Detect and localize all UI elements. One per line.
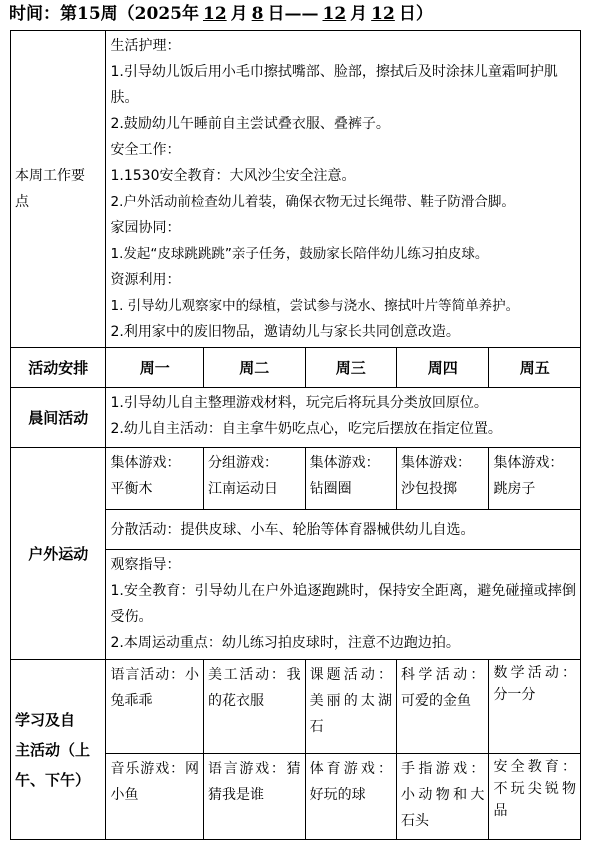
outdoor-game-mon: [106, 448, 204, 510]
learning-label-line: 学习及自: [15, 710, 76, 729]
focus-line: 1.引导幼儿饭后用小毛巾擦拭嘴部、脸部，擦拭后及时涂抹儿童霜呵护肌肤。: [110, 64, 558, 106]
focus-line: 2.利用家中的废旧物品，邀请幼儿与家长共同创意改造。: [110, 324, 460, 340]
weekly-plan-table: [10, 30, 581, 840]
title-prefix: 时间：第15周（2025年: [9, 4, 199, 24]
game-name: 沙包投掷: [401, 481, 457, 497]
month-label: 月: [230, 4, 248, 24]
game-type: 集体游戏：: [309, 455, 380, 471]
focus-line: 安全工作：: [110, 142, 181, 158]
learning-mon-1: 语言活动：小兔乖乖: [106, 660, 204, 754]
learning-tue-1: 美工活动：我的花衣服: [204, 660, 306, 754]
game-name: 平衡木: [110, 481, 153, 497]
end-month: 12: [322, 4, 347, 24]
end-day: 12: [371, 4, 395, 24]
month-label: 月: [350, 4, 368, 24]
outdoor-game-wed: [305, 448, 396, 510]
learning-label: [11, 660, 106, 840]
day-monday: 周一: [106, 348, 204, 388]
outdoor-observe: [106, 550, 581, 660]
focus-line: 家园协同：: [110, 220, 181, 236]
morning-content: [106, 388, 581, 448]
learning-thu-1: 科学活动：可爱的金鱼: [397, 660, 489, 754]
game-name: 江南运动日: [208, 481, 278, 497]
focus-line: 生活护理：: [110, 38, 181, 54]
game-type: 集体游戏：: [401, 455, 471, 471]
date-dash: 日——: [267, 4, 319, 24]
outdoor-scattered: [106, 510, 581, 550]
focus-line: 资源利用：: [110, 272, 181, 288]
page-title: [9, 3, 433, 25]
game-type: 集体游戏：: [493, 455, 564, 471]
day-thursday: 周四: [397, 348, 489, 388]
learning-thu-2: 手指游戏：小动物和大石头: [397, 754, 489, 840]
learning-label-line: 午、下午）: [15, 770, 91, 789]
focus-line: 2.鼓励幼儿午睡前自主尝试叠衣服、叠裤子。: [110, 116, 390, 132]
day-friday: 周五: [489, 348, 581, 388]
start-day: 8: [251, 4, 264, 24]
schedule-header-row: [11, 348, 581, 388]
morning-label: 晨间活动: [11, 388, 106, 448]
learning-fri-2: 安全教育：不玩尖锐物品: [489, 754, 581, 840]
outdoor-game-thu: [397, 448, 489, 510]
observe-line: 2.本周运动重点：幼儿练习拍皮球时，注意不边跑边拍。: [110, 635, 460, 651]
outdoor-game-tue: [204, 448, 306, 510]
day-tuesday: 周二: [204, 348, 306, 388]
start-month: 12: [202, 4, 227, 24]
game-name: 钻圈圈: [309, 481, 352, 497]
focus-label-text: 本周工作要点: [15, 168, 85, 210]
game-name: 跳房子: [493, 481, 536, 497]
observe-line: 1.安全教育：引导幼儿在户外追逐跑跳时，保持安全距离，避免碰撞或摔倒受伤。: [110, 583, 576, 625]
focus-content: [106, 31, 581, 348]
focus-row: [11, 31, 581, 348]
title-suffix: 日）: [398, 4, 433, 24]
learning-wed-2: 体育游戏：好玩的球: [305, 754, 396, 840]
game-type: 集体游戏：: [110, 455, 181, 471]
game-type: 分组游戏：: [208, 455, 278, 471]
morning-row: [11, 388, 581, 448]
focus-line: 1. 引导幼儿观察家中的绿植，尝试参与浇水、擦拭叶片等简单养护。: [110, 298, 520, 314]
learning-mon-2: 音乐游戏：网小鱼: [106, 754, 204, 840]
learning-fri-1: 数学活动：分一分: [489, 660, 581, 754]
learning-label-line: 主活动（上: [15, 740, 91, 759]
learning-wed-1: 课题活动：美丽的太湖石: [305, 660, 396, 754]
outdoor-games-row: [11, 448, 581, 510]
focus-line: 1.发起“皮球跳跳跳”亲子任务，鼓励家长陪伴幼儿练习拍皮球。: [110, 246, 489, 262]
learning-row-1: [11, 660, 581, 754]
outdoor-label: 户外运动: [11, 448, 106, 660]
focus-line: 2.户外活动前检查幼儿着装，确保衣物无过长绳带、鞋子防滑合脚。: [110, 194, 515, 210]
day-wednesday: 周三: [305, 348, 396, 388]
focus-label: [11, 31, 106, 348]
learning-tue-2: 语言游戏：猜猜我是谁: [204, 754, 306, 840]
morning-line: 1.引导幼儿自主整理游戏材料，玩完后将玩具分类放回原位。: [110, 395, 488, 411]
focus-line: 1.1530安全教育：大风沙尘安全注意。: [110, 168, 356, 184]
observe-title: 观察指导：: [110, 557, 181, 573]
schedule-label: 活动安排: [11, 348, 106, 388]
scattered-text: 分散活动：提供皮球、小车、轮胎等体育器械供幼儿自选。: [110, 521, 475, 538]
morning-line: 2.幼儿自主活动：自主拿牛奶吃点心，吃完后摆放在指定位置。: [110, 421, 502, 437]
outdoor-game-fri: [489, 448, 581, 510]
